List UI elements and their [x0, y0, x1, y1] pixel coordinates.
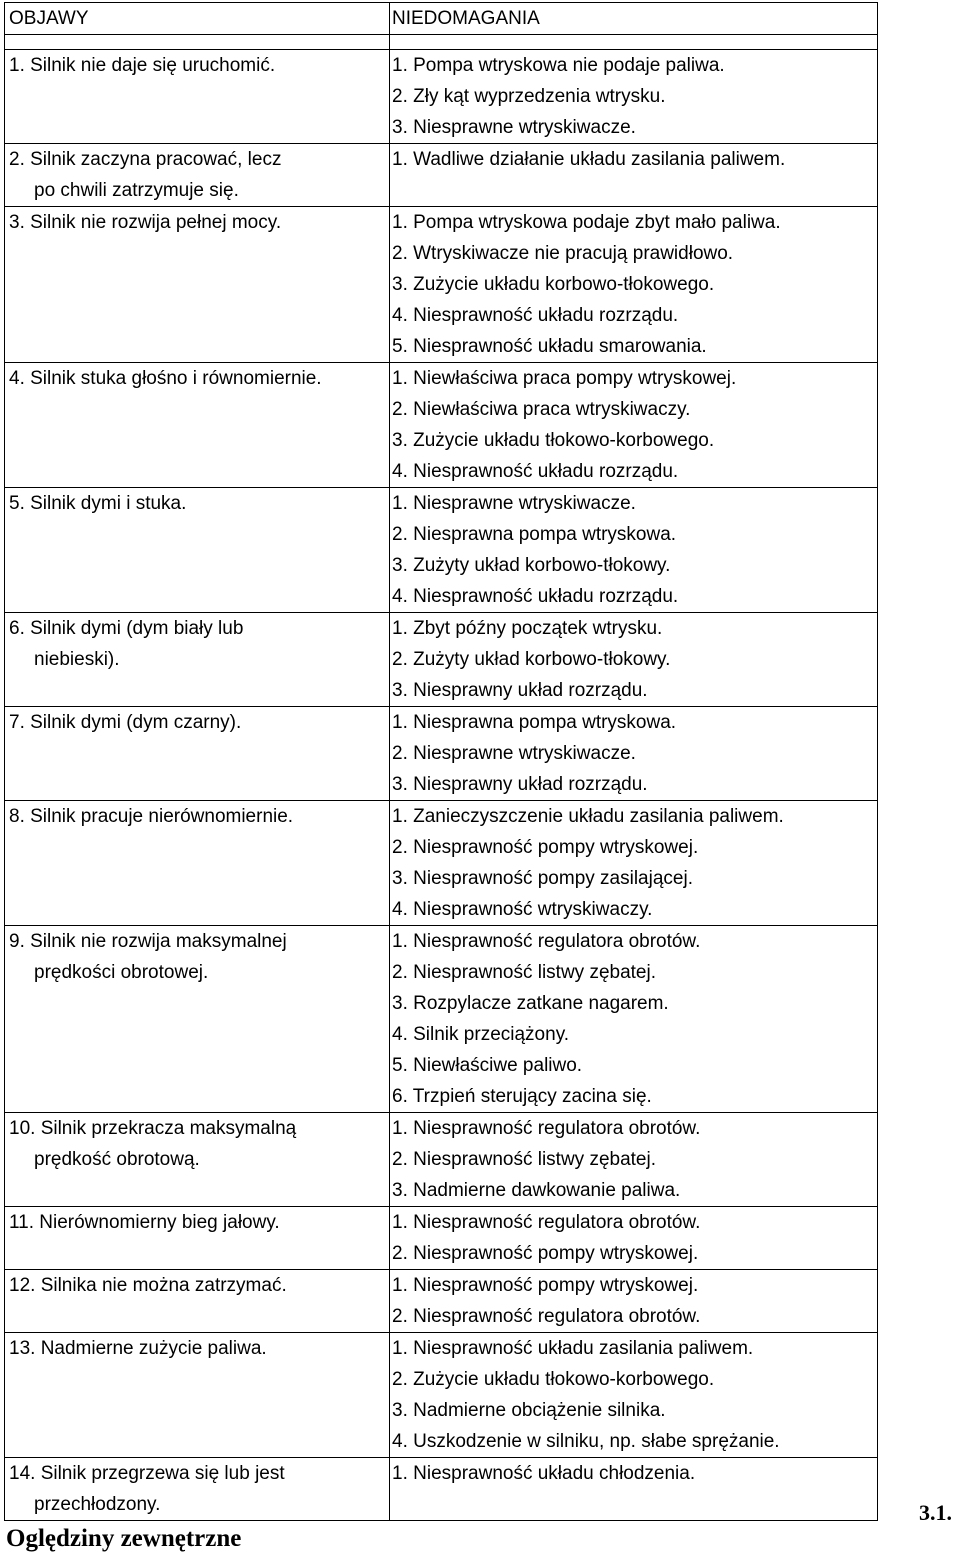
fault-item: 4. Niesprawność układu rozrządu.: [392, 305, 679, 326]
fault-item: 1. Pompa wtryskowa nie podaje paliwa.: [392, 55, 725, 76]
table-row: [5, 1458, 878, 1521]
fault-cell: [390, 1207, 878, 1270]
fault-item: 4. Silnik przeciążony.: [392, 1024, 570, 1045]
symptom-text: prędkości obrotowej.: [34, 962, 209, 983]
fault-item: 1. Niesprawność regulatora obrotów.: [392, 1118, 701, 1139]
fault-item: 1. Zbyt późny początek wtrysku.: [392, 618, 663, 639]
symptom-cell: [5, 1270, 390, 1333]
fault-item: 3. Niesprawny układ rozrządu.: [392, 774, 648, 795]
table-spacer-row: [5, 35, 878, 50]
table-header-row: [5, 3, 878, 35]
fault-item: 1. Zanieczyszczenie układu zasilania paliwem.: [392, 806, 784, 827]
symptom-cell: [5, 144, 390, 207]
fault-item: 2. Niesprawne wtryskiwacze.: [392, 743, 636, 764]
fault-item: 3. Niesprawne wtryskiwacze.: [392, 117, 636, 138]
symptom-cell: [5, 707, 390, 801]
fault-item: 1. Niewłaściwa praca pompy wtryskowej.: [392, 368, 737, 389]
fault-cell: [390, 613, 878, 707]
symptom-cell: [5, 1207, 390, 1270]
fault-item: 5. Niewłaściwe paliwo.: [392, 1055, 583, 1076]
symptom-cell: [5, 613, 390, 707]
table-body: [5, 35, 878, 1521]
symptom-cell: [5, 801, 390, 926]
symptom-text: 10. Silnik przekracza maksymalną: [9, 1118, 297, 1139]
symptom-cell: [5, 1113, 390, 1207]
fault-item: 2. Niewłaściwa praca wtryskiwaczy.: [392, 399, 691, 420]
symptom-text: 9. Silnik nie rozwija maksymalnej: [9, 931, 287, 952]
fault-cell: [390, 1113, 878, 1207]
fault-item: 2. Niesprawność listwy zębatej.: [392, 962, 656, 983]
table-row: [5, 613, 878, 707]
fault-item: 5. Niesprawność układu smarowania.: [392, 336, 707, 357]
symptom-text: 6. Silnik dymi (dym biały lub: [9, 618, 244, 639]
fault-item: 2. Niesprawność pompy wtryskowej.: [392, 837, 699, 858]
fault-item: 2. Niesprawność pompy wtryskowej.: [392, 1243, 699, 1264]
symptom-cell: [5, 926, 390, 1113]
table-row: [5, 207, 878, 363]
symptom-text: po chwili zatrzymuje się.: [34, 180, 239, 201]
symptom-text: 8. Silnik pracuje nierównomiernie.: [9, 806, 294, 827]
symptom-text: niebieski).: [34, 649, 120, 670]
symptom-text: 11. Nierównomierny bieg jałowy.: [9, 1212, 280, 1233]
symptom-text: 4. Silnik stuka głośno i równomiernie.: [9, 368, 322, 389]
table-row: [5, 707, 878, 801]
fault-cell: [390, 207, 878, 363]
fault-item: 2. Zły kąt wyprzedzenia wtrysku.: [392, 86, 666, 107]
symptom-text: 14. Silnik przegrzewa się lub jest: [9, 1463, 285, 1484]
fault-item: 2. Niesprawność regulatora obrotów.: [392, 1306, 701, 1327]
fault-item: 1. Niesprawna pompa wtryskowa.: [392, 712, 677, 733]
fault-item: 1. Pompa wtryskowa podaje zbyt mało paliwa.: [392, 212, 781, 233]
fault-item: 4. Niesprawność układu rozrządu.: [392, 461, 679, 482]
fault-item: 1. Niesprawne wtryskiwacze.: [392, 493, 636, 514]
symptom-cell: [5, 50, 390, 144]
symptom-cell: [5, 363, 390, 488]
fault-item: 3. Zużyty układ korbowo-tłokowy.: [392, 555, 671, 576]
fault-cell: [390, 1270, 878, 1333]
table-row: [5, 1270, 878, 1333]
fault-item: 6. Trzpień sterujący zacina się.: [392, 1086, 652, 1107]
fault-item: 1. Niesprawność układu zasilania paliwem.: [392, 1338, 754, 1359]
table-row: [5, 1333, 878, 1458]
symptom-text: 13. Nadmierne zużycie paliwa.: [9, 1338, 267, 1359]
fault-item: 2. Zużycie układu tłokowo-korbowego.: [392, 1369, 715, 1390]
fault-item: 2. Wtryskiwacze nie pracują prawidłowo.: [392, 243, 734, 264]
fault-cell: [390, 1458, 878, 1521]
symptom-text: przechłodzony.: [34, 1494, 161, 1515]
fault-item: 3. Zużycie układu tłokowo-korbowego.: [392, 430, 715, 451]
fault-item: 4. Niesprawność układu rozrządu.: [392, 586, 679, 607]
section-title: Oględziny zewnętrzne: [6, 1525, 242, 1552]
table-row: [5, 488, 878, 613]
spacer-cell: [5, 35, 390, 50]
fault-cell: [390, 1333, 878, 1458]
table-row: [5, 801, 878, 926]
faults-column-header: NIEDOMAGANIA: [390, 3, 878, 35]
diagnostics-table: [4, 2, 878, 1521]
fault-item: 3. Nadmierne dawkowanie paliwa.: [392, 1180, 681, 1201]
symptom-text: prędkość obrotową.: [34, 1149, 200, 1170]
fault-item: 2. Zużyty układ korbowo-tłokowy.: [392, 649, 671, 670]
fault-item: 2. Niesprawność listwy zębatej.: [392, 1149, 656, 1170]
symptom-cell: [5, 1458, 390, 1521]
symptom-text: 7. Silnik dymi (dym czarny).: [9, 712, 242, 733]
table-row: [5, 1207, 878, 1270]
symptom-text: 2. Silnik zaczyna pracować, lecz: [9, 149, 282, 170]
fault-item: 1. Wadliwe działanie układu zasilania paliwem.: [392, 149, 786, 170]
fault-cell: [390, 926, 878, 1113]
fault-item: 3. Niesprawny układ rozrządu.: [392, 680, 648, 701]
table-row: [5, 363, 878, 488]
fault-item: 3. Niesprawność pompy zasilającej.: [392, 868, 693, 889]
table-row: [5, 50, 878, 144]
fault-item: 1. Niesprawność układu chłodzenia.: [392, 1463, 696, 1484]
fault-item: 3. Rozpylacze zatkane nagarem.: [392, 993, 669, 1014]
symptom-text: 12. Silnika nie można zatrzymać.: [9, 1275, 287, 1296]
fault-item: 3. Zużycie układu korbowo-tłokowego.: [392, 274, 715, 295]
fault-cell: [390, 144, 878, 207]
fault-item: 2. Niesprawna pompa wtryskowa.: [392, 524, 677, 545]
table-row: [5, 926, 878, 1113]
symptom-text: 1. Silnik nie daje się uruchomić.: [9, 55, 276, 76]
spacer-cell: [390, 35, 878, 50]
fault-item: 1. Niesprawność regulatora obrotów.: [392, 1212, 701, 1233]
fault-cell: [390, 801, 878, 926]
fault-item: 1. Niesprawność pompy wtryskowej.: [392, 1275, 699, 1296]
symptom-cell: [5, 207, 390, 363]
fault-item: 3. Nadmierne obciążenie silnika.: [392, 1400, 666, 1421]
symptom-text: 3. Silnik nie rozwija pełnej mocy.: [9, 212, 282, 233]
fault-cell: [390, 707, 878, 801]
section-number: 3.1.: [919, 1500, 952, 1525]
fault-cell: [390, 363, 878, 488]
fault-item: 4. Niesprawność wtryskiwaczy.: [392, 899, 653, 920]
symptom-text: 5. Silnik dymi i stuka.: [9, 493, 187, 514]
symptoms-column-header: OBJAWY: [5, 3, 390, 35]
fault-item: 1. Niesprawność regulatora obrotów.: [392, 931, 701, 952]
fault-cell: [390, 488, 878, 613]
table-row: [5, 1113, 878, 1207]
fault-cell: [390, 50, 878, 144]
table-row: [5, 144, 878, 207]
symptom-cell: [5, 1333, 390, 1458]
fault-item: 4. Uszkodzenie w silniku, np. słabe sprężanie.: [392, 1431, 780, 1452]
symptom-cell: [5, 488, 390, 613]
